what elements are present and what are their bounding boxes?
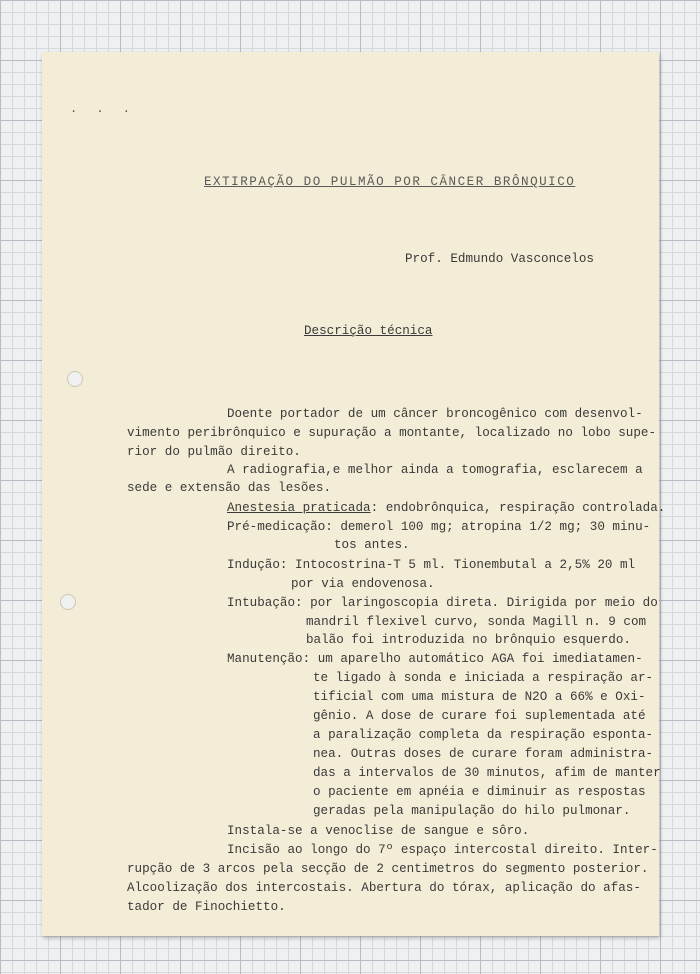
maintenance-line: geradas pela manipulação do hilo pulmonar. (313, 804, 631, 818)
maintenance-line: Manutenção: um aparelho automático AGA foi imediatamen- (227, 652, 643, 666)
incision-line: Alcoolização dos intercostais. Abertura do tórax, aplicação do afas- (127, 881, 641, 895)
intubation-line: balão foi introduzida no brônquio esquerdo. (306, 633, 631, 647)
premedication-line: tos antes. (334, 538, 410, 552)
induction-line: Indução: Intocostrina-T 5 ml. Tionembutal a 2,5% 20 ml (227, 558, 636, 572)
maintenance-line: gênio. A dose de curare foi suplementada até (313, 709, 646, 723)
intubation-line: Intubação: por laringoscopia direta. Dirigida por meio do (227, 596, 658, 610)
maintenance-line: o paciente em apnéia e diminuir as respostas (313, 785, 646, 799)
paragraph-line: rior do pulmão direito. (127, 445, 301, 459)
maintenance-line: nea. Outras doses de curare foram administra- (313, 747, 654, 761)
punch-hole (60, 594, 76, 610)
paragraph-line: sede e extensão das lesões. (127, 481, 332, 495)
maintenance-line: tificial com uma mistura de N2O a 66% e Oxi- (313, 690, 646, 704)
anesthesia-text: : endobrônquica, respiração controlada. (370, 501, 666, 515)
author-name: Prof. Edmundo Vasconcelos (405, 252, 594, 266)
maintenance-line: te ligado à sonda e iniciada a respiração ar- (313, 671, 654, 685)
paragraph-line: A radiografia,e melhor ainda a tomografia, esclarecem a (227, 463, 643, 477)
maintenance-line: das a intervalos de 30 minutos, afim de manter (313, 766, 661, 780)
section-heading: Descrição técnica (304, 324, 433, 338)
punch-hole (67, 371, 83, 387)
induction-line: por via endovenosa. (291, 577, 435, 591)
margin-dots: . . . (70, 102, 137, 116)
anesthesia-line (227, 499, 665, 517)
maintenance-line: a paralização completa da respiração esponta- (313, 728, 654, 742)
paragraph-line: vimento peribrônquico e supuração a montante, localizado no lobo supe- (127, 426, 657, 440)
document-title: EXTIRPAÇÃO DO PULMÃO POR CÂNCER BRÔNQUICO (204, 175, 576, 189)
paragraph-line: Instala-se a venoclise de sangue e sôro. (227, 824, 530, 838)
anesthesia-label: Anestesia praticada (227, 501, 371, 515)
incision-line: rupção de 3 arcos pela secção de 2 centimetros do segmento posterior. (127, 862, 649, 876)
premedication-line: Pré-medicação: demerol 100 mg; atropina 1/2 mg; 30 minu- (227, 520, 651, 534)
document-page (42, 52, 666, 936)
incision-line: tador de Finochietto. (127, 900, 286, 914)
paragraph-line: Doente portador de um câncer broncogênico com desenvol- (227, 407, 643, 421)
intubation-line: mandril flexivel curvo, sonda Magill n. 9 com (306, 615, 647, 629)
incision-line: Incisão ao longo do 7º espaço intercostal direito. Inter- (227, 843, 658, 857)
